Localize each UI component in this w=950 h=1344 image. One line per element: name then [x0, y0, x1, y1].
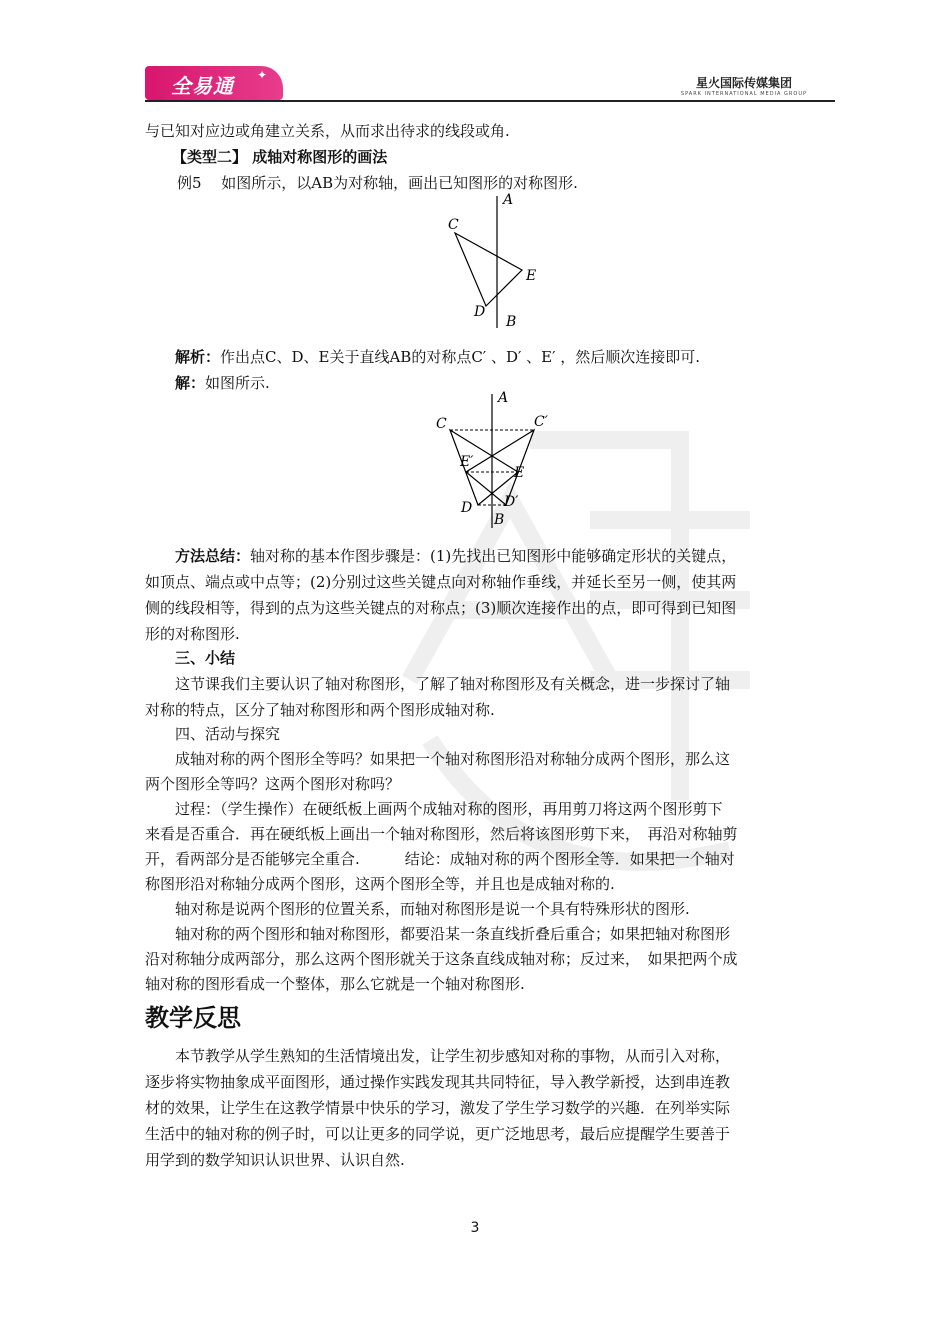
label-e-prime: E′	[460, 454, 474, 470]
text-line: 过程：（学生操作）在硬纸板上画两个成轴对称的图形，再用剪刀将这两个图形剪下	[175, 800, 723, 818]
label-a: A	[503, 192, 514, 208]
text-line: 开，看两部分是否能够完全重合. 结论：成轴对称的两个图形全等．如果把一个轴对	[145, 850, 735, 868]
text-line: 本节教学从学生熟知的生活情境出发，让学生初步感知对称的事物，从而引入对称，	[175, 1047, 731, 1065]
text-line: 成轴对称的两个图形全等吗？如果把一个轴对称图形沿对称轴分成两个图形，那么这	[175, 750, 731, 768]
sparkle-icon: ✦	[257, 68, 268, 82]
method-text: 轴对称的基本作图步骤是：(1)先找出已知图形中能够确定形状的关键点，	[250, 547, 737, 565]
label-d: D	[474, 304, 486, 320]
text-line: 用学到的数学知识认识世界、认识自然.	[145, 1151, 405, 1169]
text-line: 对称的特点，区分了轴对称图形和两个图形成轴对称.	[145, 701, 495, 719]
label-c-prime: C′	[534, 414, 548, 430]
method-paragraph	[175, 543, 736, 570]
text-line: 两个图形全等吗？这两个图形对称吗？	[145, 775, 401, 793]
label-e: E	[526, 268, 537, 284]
label-d: D	[461, 500, 473, 516]
text-line: 生活中的轴对称的例子时，可以让更多的同学说，更广泛地思考，最后应提醒学生要善于	[145, 1125, 731, 1143]
publisher-brand	[681, 74, 807, 97]
section-title: 【类型二】 成轴对称图形的画法	[172, 148, 388, 166]
figure-symmetric	[430, 388, 560, 530]
label-e: E	[514, 465, 525, 481]
publisher-name-en: SPARK INTERNATIONAL MEDIA GROUP	[680, 91, 807, 97]
label-c: C	[448, 217, 459, 233]
example-text: 例5 如图所示，以AB为对称轴，画出已知图形的对称图形.	[177, 174, 578, 192]
publisher-name: 星火国际传媒集团	[695, 76, 792, 90]
text-line: 轴对称是说两个图形的位置关系，而轴对称图形是说一个具有特殊形状的图形.	[175, 900, 690, 918]
solution-label: 解：	[175, 374, 206, 392]
logo-text: 全易通	[171, 74, 234, 98]
solution-paragraph	[175, 370, 270, 397]
section-title: 四、活动与探究	[175, 725, 281, 743]
analysis-label: 解析：	[175, 348, 221, 366]
solution-text: 如图所示.	[205, 374, 270, 392]
text-line: 材的效果，让学生在这教学情景中快乐的学习，激发了学生学习数学的兴趣．在列举实际	[145, 1099, 731, 1117]
text-line: 来看是否重合．再在硬纸板上画出一个轴对称图形，然后将该图形剪下来， 再沿对称轴剪	[145, 825, 738, 843]
section-heading: 教学反思	[145, 1004, 241, 1032]
label-d-prime: D′	[504, 494, 519, 510]
text-line: 沿对称轴分成两部分，那么这两个图形就关于这条直线成轴对称；反过来， 如果把两个成	[145, 950, 738, 968]
text-line: 形的对称图形.	[145, 625, 240, 643]
label-a: A	[498, 390, 509, 406]
text-line: 这节课我们主要认识了轴对称图形，了解了轴对称图形及有关概念，进一步探讨了轴	[175, 675, 731, 693]
method-label: 方法总结：	[175, 547, 251, 565]
text-line: 侧的线段相等，得到的点为这些关键点的对称点；(3)顺次连接作出的点，即可得到已知图	[145, 599, 737, 617]
text-line: 轴对称的两个图形和轴对称图形，都要沿某一条直线折叠后重合；如果把轴对称图形	[175, 925, 731, 943]
page-number: 3	[470, 1220, 480, 1236]
triangle-cde	[455, 233, 522, 306]
figure-original	[440, 188, 550, 333]
label-b: B	[506, 314, 517, 330]
text-line: 逐步将实物抽象成平面图形，通过操作实践发现其共同特征，导入教学新授，达到串连教	[145, 1073, 731, 1091]
label-b: B	[494, 512, 505, 528]
text-line: 轴对称的图形看成一个整体，那么它就是一个轴对称图形.	[145, 975, 525, 993]
section-title: 三、小结	[175, 649, 236, 667]
text-line: 与已知对应边或角建立关系，从而求出待求的线段或角.	[145, 122, 510, 140]
text-line: 如顶点、端点或中点等；(2)分别过这些关键点向对称轴作垂线，并延长至另一侧，使其两	[145, 573, 737, 591]
label-c: C	[436, 416, 447, 432]
text-line: 称图形沿对称轴分成两个图形，这两个图形全等，并且也是成轴对称的.	[145, 875, 615, 893]
analysis-text: 作出点C、D、E关于直线AB的对称点C′ 、D′ 、E′ ，然后顺次连接即可.	[220, 348, 701, 366]
brand-logo	[145, 66, 283, 100]
header-divider	[145, 100, 835, 102]
analysis-paragraph	[175, 344, 700, 371]
page-header	[145, 66, 835, 106]
